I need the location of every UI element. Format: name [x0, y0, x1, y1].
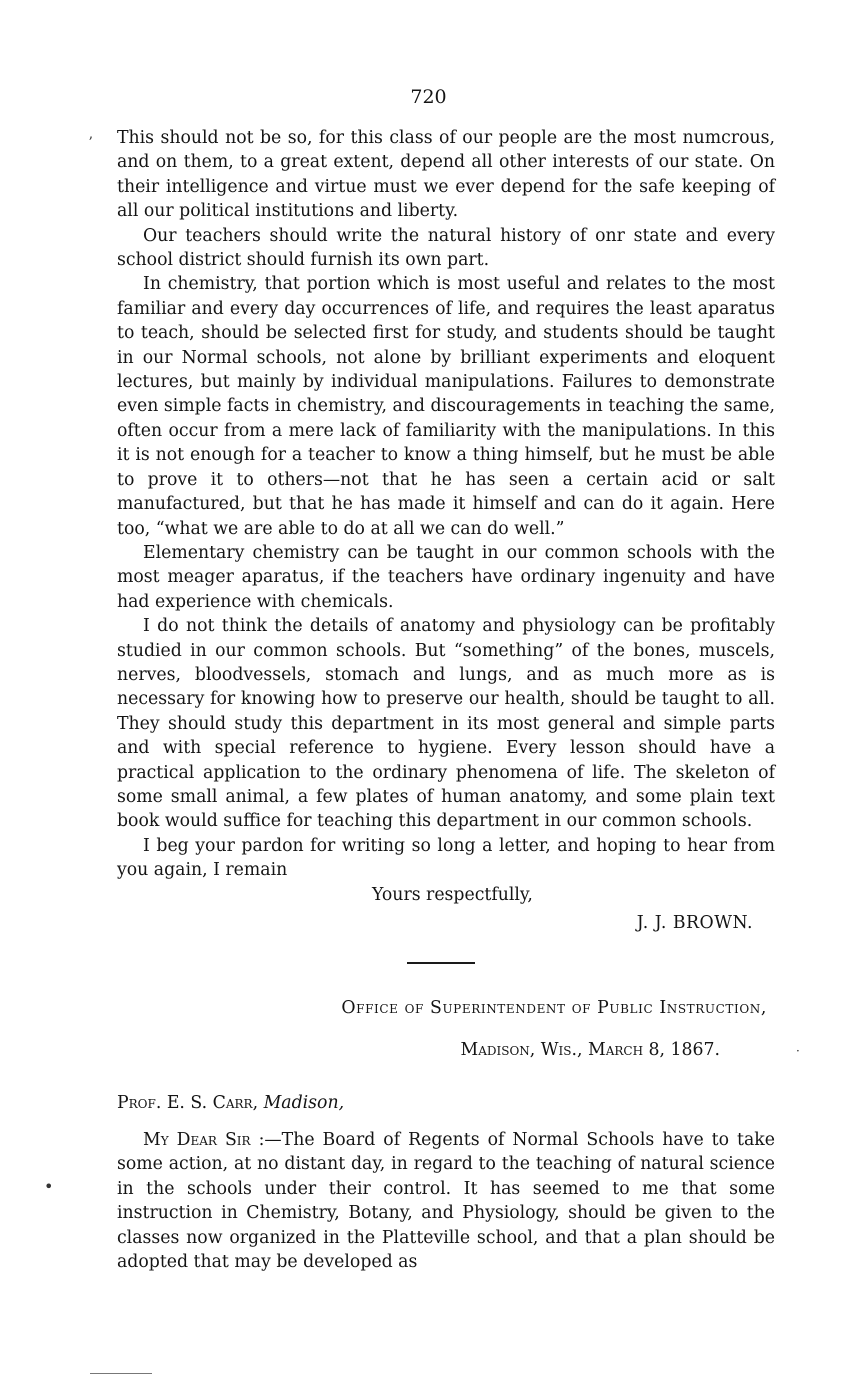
footer-rule: [90, 1373, 152, 1374]
addressee-place: Madison,: [263, 1093, 345, 1113]
letter-body-2: [117, 1128, 775, 1274]
addressee-name: Prof. E. S. Carr,: [117, 1093, 259, 1113]
signature: J. J. BROWN.: [636, 913, 753, 933]
paragraph: In chemistry, that portion which is most useful and relates to the most familiar and every day occurrences of life, and requires the least aparatus to teach, should be selected first for study, and students should be taught in our Normal schools, not alone by brilliant experiments and eloquent lectures, but mainly by individual manipulations. Failures to demonstrate even simple facts in chemistry, and discouragements in teaching the same, often occur from a mere lack of familiarity with the manipulations. In this it is not enough for a teacher to know a thing himself, but he must be able to prove it to others—not that he has seen a certain acid or salt manufactured, but that he has made it himself and can do it again. Here too, “what we are able to do at all we can do well.”: [117, 274, 775, 539]
margin-mark: •: [44, 1177, 54, 1196]
letter-body: [117, 126, 775, 935]
paragraph: I do not think the details of anatomy and physiology can be profitably studied in our common schools. But “something” of the bones, muscels, nerves, bloodvessels, stomach and lungs, and as much more as is necessary for knowing how to preserve our health, should be taught to all. They should study this department in its most general and simple parts and with special reference to hygiene. Every lesson should have a practical application to the ordinary phenomena of life. The skeleton of some small animal, a few plates of human anatomy, and some plain text book would suffice for teaching this department in our common schools.: [117, 616, 775, 832]
addressee: [117, 1091, 767, 1115]
margin-mark: ʼ: [88, 135, 93, 151]
office-heading: Office of Superintendent of Public Instruction,: [341, 998, 767, 1018]
paragraph: I beg your pardon for writing so long a letter, and hoping to hear from you again, I remain: [117, 835, 775, 881]
closing: Yours respectfully,: [372, 884, 533, 905]
page-number: 720: [410, 86, 447, 108]
paragraph: Elementary chemistry can be taught in our common schools with the most meager aparatus, if the teachers have ordinary ingenuity and have had experience with chemicals.: [117, 542, 775, 612]
paragraph: This should not be so, for this class of our people are the most numcrous, and on them, to a great extent, depend all other interests of our state. On their intelligence and virtue must we ever depend for the safe keeping of all our political institutions and liberty.: [117, 128, 775, 222]
paragraph: [117, 1128, 775, 1274]
paragraph: Our teachers should write the natural history of onr state and every school district should furnish its own part.: [117, 225, 775, 271]
margin-mark: ·: [796, 1044, 800, 1058]
salutation: My Dear Sir :: [143, 1130, 265, 1150]
dateline-text: Madison, Wis., March 8, 1867.: [460, 1040, 720, 1060]
dateline: [117, 1038, 720, 1062]
section-divider: [407, 962, 475, 964]
paragraph-text: —The Board of Regents of Normal Schools have to take some action, at no distant day, in regard to the teaching of natural science in the schools under their control. It has seemed to me that some instruction in Chemistry, Botany, and Physiology, should be given to the classes now organized in the Platteville school, and that a plan should be adopted that may be developed as: [117, 1130, 775, 1273]
